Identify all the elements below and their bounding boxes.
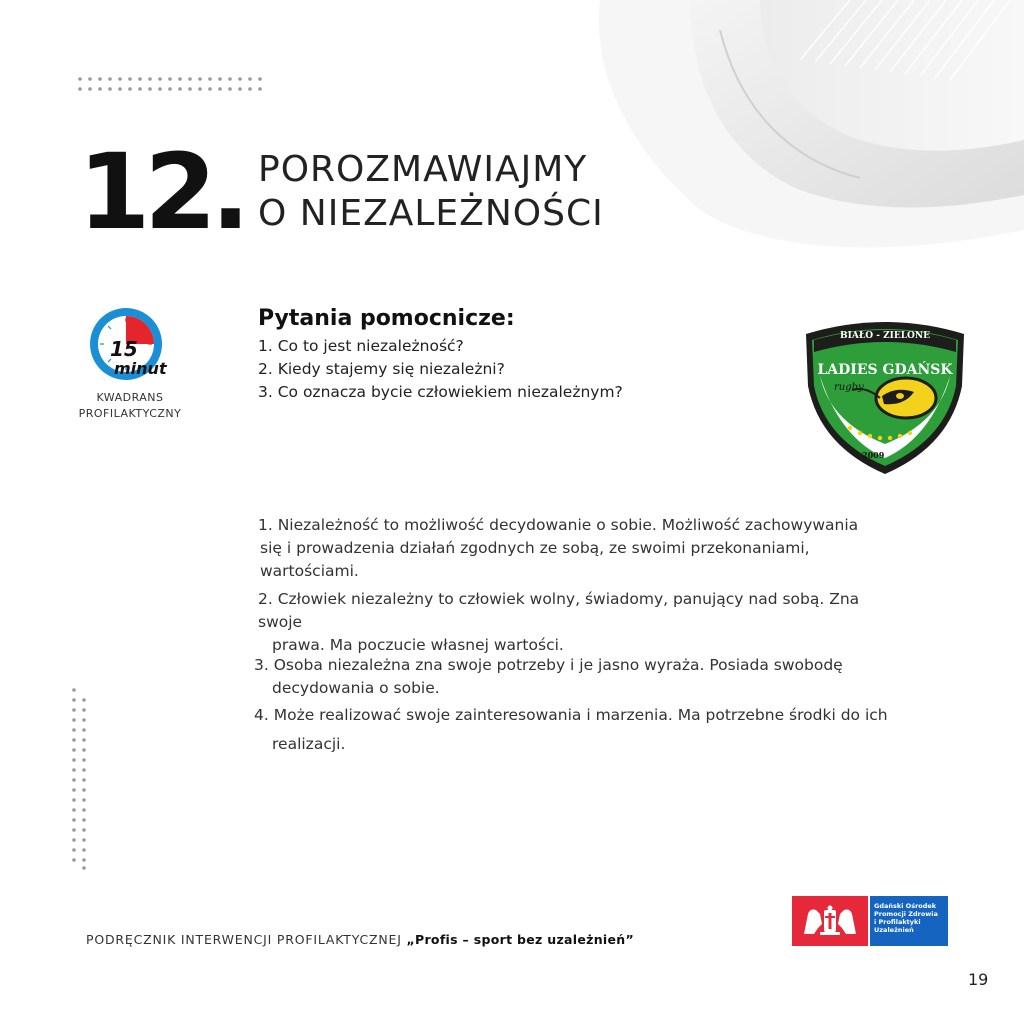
answer-3: 3. Osoba niezależna zna swoje potrzeby i je jasno wyraża. Posiada swobodę decydowania o sobie. (254, 656, 843, 697)
club-sub-text: rugby (834, 382, 864, 393)
gdansk-coat-of-arms-icon (800, 904, 860, 938)
question-item: 3. Co oznacza bycie człowiekiem niezależnym? (258, 383, 623, 401)
section-number: 12. (78, 131, 245, 253)
stopwatch-badge-icon (86, 304, 178, 384)
footer-publication-title (86, 932, 634, 947)
timer-number: 15 (110, 337, 138, 361)
section-title (258, 148, 604, 236)
questions-list (258, 335, 623, 404)
questions-heading: Pytania pomocnicze: (258, 306, 515, 331)
footer-bold-title: „Profis – sport bez uzależnień” (406, 932, 634, 947)
ladies-gdansk-crest-logo (800, 316, 970, 478)
org-logo-text: Gdański Ośrodek Promocji Zdrowia i Profilaktyki Uzależnień (870, 896, 948, 946)
club-year-text: 2009 (862, 450, 885, 460)
club-name-text: LADIES GDAŃSK (817, 362, 953, 378)
timer-caption-line-2: PROFILAKTYCZNY (78, 407, 182, 420)
question-item: 1. Co to jest niezależność? (258, 337, 464, 355)
section-title-line-1: POROZMAWIAJMY (258, 149, 588, 190)
gdansk-health-center-logo (792, 896, 948, 946)
helper-questions (258, 306, 623, 404)
timer-caption (60, 390, 200, 422)
page-number: 19 (968, 970, 989, 989)
dots-decoration-horizontal (78, 76, 268, 92)
timer-caption-line-1: KWADRANS (96, 391, 164, 404)
section-title-line-2: O NIEZALEŻNOŚCI (258, 193, 604, 234)
org-logo-emblem (792, 896, 868, 946)
timer-unit: minut (114, 359, 167, 378)
club-top-text: BIAŁO - ZIELONE (840, 331, 930, 341)
answer-4: 4. Może realizować swoje zainteresowania i marzenia. Ma potrzebne środki do ich realizacji. (254, 706, 888, 753)
footer-prefix: PODRĘCZNIK INTERWENCJI PROFILAKTYCZNEJ (86, 932, 407, 947)
dots-decoration-vertical (70, 688, 90, 870)
answer-2: 2. Człowiek niezależny to człowiek wolny, świadomy, panujący nad sobą. Zna swoje prawa. Ma poczucie własnej wartości. (258, 590, 860, 654)
question-item: 2. Kiedy stajemy się niezależni? (258, 360, 505, 378)
answer-1: 1. Niezależność to możliwość decydowanie o sobie. Możliwość zachowywania się i prowadzenia działań zgodnych ze sobą, ze swoimi przekonaniami, wartościami. (258, 516, 859, 580)
